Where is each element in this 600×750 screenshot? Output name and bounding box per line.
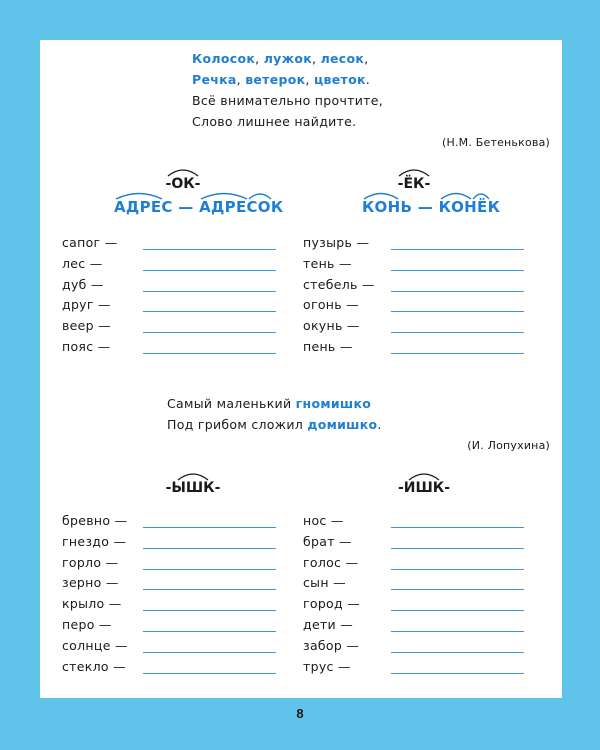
exercise-word: трус — (303, 658, 351, 674)
answer-line[interactable] (391, 527, 524, 528)
suffix-yshk (153, 480, 233, 496)
answer-line[interactable] (391, 291, 524, 292)
answer-line[interactable] (143, 673, 276, 674)
answer-line[interactable] (391, 548, 524, 549)
exercise-word: сапог — (62, 235, 118, 250)
poem-1-author: (Н.М. Бетенькова) (442, 136, 550, 149)
exercise-row (303, 256, 528, 277)
exercise-word: стебель — (303, 276, 375, 292)
exercise-word: тень — (303, 255, 352, 271)
example-adres: АДРЕС — АДРЕСОК (114, 198, 283, 216)
highlighted-word: гномишко (295, 396, 372, 411)
poem-text: Под грибом сложил (167, 417, 308, 432)
exercise-row (62, 534, 282, 555)
answer-line[interactable] (143, 311, 276, 312)
poem-text: Слово лишнее найдите. (192, 114, 357, 129)
answer-line[interactable] (391, 332, 524, 333)
exercise-row (62, 659, 282, 680)
answer-line[interactable] (391, 311, 524, 312)
exercise-word: солнце — (62, 637, 128, 653)
exercise-row (62, 575, 282, 596)
exercise-word: дуб — (62, 276, 104, 292)
answer-line[interactable] (391, 270, 524, 271)
exercise-word: огонь — (303, 297, 359, 313)
poem-line (167, 414, 382, 435)
exercise-row (303, 339, 528, 360)
example-adresok-word: АДРЕСОК (199, 198, 283, 216)
page-number: 8 (296, 706, 304, 721)
answer-line[interactable] (391, 631, 524, 632)
answer-line[interactable] (143, 652, 276, 653)
example-adres-word: АДРЕС (114, 198, 173, 216)
exercise-row (62, 638, 282, 659)
exercise-row (62, 297, 282, 318)
exercise-word: брат — (303, 533, 352, 549)
exercise-word: дети — (303, 616, 354, 632)
exercise-row (303, 617, 528, 638)
exercise-word: веер — (62, 318, 111, 334)
answer-line[interactable] (143, 548, 276, 549)
example-konyok-word: КОНЁК (439, 198, 501, 216)
exercise-word: друг — (62, 297, 111, 313)
exercise-row (303, 638, 528, 659)
poem-text: , (305, 72, 314, 87)
poem-text: . (377, 417, 382, 432)
exercise-word: нос — (303, 513, 344, 528)
exercise-row (303, 513, 528, 534)
exercise-row (62, 617, 282, 638)
exercise-word: горло — (62, 554, 119, 570)
suffix-ok-label: -ОК- (165, 176, 201, 192)
poem-line (192, 111, 383, 132)
example-kon-word: КОНЬ (362, 198, 412, 216)
suffix-ishk (384, 480, 464, 496)
highlighted-word: цветок (313, 72, 366, 87)
poem-1 (192, 48, 383, 132)
exercise-word: пень — (303, 338, 353, 354)
exercise-word: лес — (62, 255, 103, 271)
exercise-row (303, 235, 528, 256)
exercise-row (303, 277, 528, 298)
exercise-row (62, 318, 282, 339)
highlighted-word: Речка (192, 72, 237, 87)
exercise-row (303, 659, 528, 680)
exercise-row (303, 318, 528, 339)
highlighted-word: домишко (307, 417, 378, 432)
exercise-row (303, 297, 528, 318)
answer-line[interactable] (391, 673, 524, 674)
exercise-word: город — (303, 596, 361, 612)
exercise-row (62, 256, 282, 277)
highlighted-word: Колосок (192, 51, 256, 66)
exercise-word: сын — (303, 575, 346, 591)
poem-line (192, 48, 383, 69)
poem-text: Всё внимательно прочтите, (192, 93, 383, 108)
exercise-row (62, 555, 282, 576)
answer-line[interactable] (391, 652, 524, 653)
answer-line[interactable] (391, 353, 524, 354)
exercise-word: окунь — (303, 318, 360, 334)
answer-line[interactable] (143, 527, 276, 528)
poem-text: . (365, 72, 371, 87)
answer-line[interactable] (391, 569, 524, 570)
exercise-word: гнездо — (62, 533, 127, 549)
poem-text: Самый маленький (167, 396, 296, 411)
exercise-row (62, 513, 282, 534)
poem-text: , (312, 51, 321, 66)
highlighted-word: лесок (320, 51, 365, 66)
exercise-word: пузырь — (303, 235, 370, 250)
answer-line[interactable] (143, 249, 276, 250)
exercise-row (303, 534, 528, 555)
answer-line[interactable] (143, 589, 276, 590)
exercise-row (303, 596, 528, 617)
exercise-word: забор — (303, 637, 360, 653)
highlighted-word: ветерок (245, 72, 306, 87)
exercise-row (62, 277, 282, 298)
suffix-yshk-label: -ЫШК- (165, 480, 221, 496)
exercise-word: бревно — (62, 513, 128, 528)
poem-text: , (236, 72, 246, 87)
highlighted-word: лужок (263, 51, 313, 66)
answer-line[interactable] (391, 249, 524, 250)
poem-text: , (364, 51, 369, 66)
answer-line[interactable] (143, 569, 276, 570)
exercise-word: стекло — (62, 658, 126, 674)
answer-line[interactable] (391, 589, 524, 590)
answer-line[interactable] (391, 610, 524, 611)
answer-line[interactable] (143, 610, 276, 611)
exercise-row (62, 596, 282, 617)
poem-2-author: (И. Лопухина) (467, 439, 550, 452)
poem-line (192, 69, 383, 90)
exercise-row (303, 555, 528, 576)
poem-2 (167, 393, 382, 435)
suffix-yok-label: -ЁК- (397, 176, 431, 192)
poem-line (167, 393, 382, 414)
answer-line[interactable] (143, 353, 276, 354)
worksheet-page (40, 40, 562, 698)
answer-line[interactable] (143, 291, 276, 292)
section-1-right-list (303, 235, 528, 360)
poem-line (192, 90, 383, 111)
section-2-right-list (303, 513, 528, 679)
section-2-left-list (62, 513, 282, 679)
exercise-word: крыло — (62, 596, 122, 612)
exercise-row (303, 575, 528, 596)
answer-line[interactable] (143, 332, 276, 333)
exercise-row (62, 339, 282, 360)
poem-text: , (255, 51, 264, 66)
exercise-word: голос — (303, 554, 359, 570)
section-1-left-list (62, 235, 282, 360)
exercise-word: перо — (62, 616, 112, 632)
suffix-ishk-label: -ИШК- (397, 480, 451, 496)
exercise-word: зерно — (62, 575, 119, 591)
answer-line[interactable] (143, 270, 276, 271)
example-kon: КОНЬ — КОНЁК (362, 198, 500, 216)
exercise-word: пояс — (62, 338, 111, 354)
answer-line[interactable] (143, 631, 276, 632)
exercise-row (62, 235, 282, 256)
